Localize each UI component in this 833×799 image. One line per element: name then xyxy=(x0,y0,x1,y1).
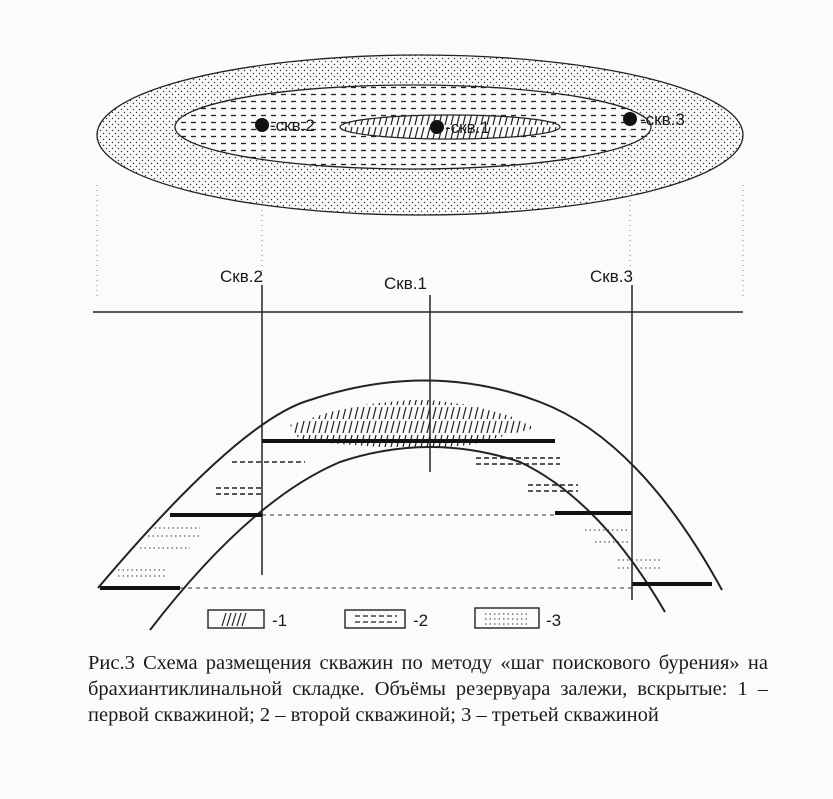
section-well-2-label: Скв.2 xyxy=(220,267,263,286)
plan-well-2-label: -скв.2 xyxy=(270,116,315,135)
figure-caption: Рис.3 Схема размещения скважин по методу «шаг поискового бурения» на брахиантиклинальной складке. Объёмы резервуара залежи, вскрытые: 1 –первой скважиной; 2 – второй скважиной; 3 – третьей скважиной xyxy=(88,652,768,726)
section-well-3-label: Скв.3 xyxy=(590,267,633,286)
plan-well-1-label: -скв.1 xyxy=(445,118,490,137)
plan-view xyxy=(97,55,743,215)
legend-swatch-1 xyxy=(208,610,264,628)
plan-well-3-label: -скв.3 xyxy=(640,110,685,129)
plan-well-2-marker xyxy=(255,118,269,132)
plan-well-3-marker xyxy=(623,112,637,126)
cross-section xyxy=(93,267,743,630)
legend-label-1: -1 xyxy=(272,611,288,630)
legend-item-3 xyxy=(475,608,561,630)
legend-item-2 xyxy=(345,610,428,630)
legend xyxy=(208,608,561,630)
contact-dashed-lines xyxy=(180,515,632,588)
legend-swatch-2 xyxy=(345,610,405,628)
fold-bottom-surface xyxy=(150,447,665,630)
legend-label-3: -3 xyxy=(546,611,562,630)
plan-well-1-marker xyxy=(430,120,444,134)
reservoir-zone-3-marks xyxy=(118,528,660,576)
legend-item-1 xyxy=(208,610,287,630)
legend-label-2: -2 xyxy=(413,611,429,630)
section-well-1-label: Скв.1 xyxy=(384,274,427,293)
legend-swatch-3 xyxy=(475,608,539,628)
